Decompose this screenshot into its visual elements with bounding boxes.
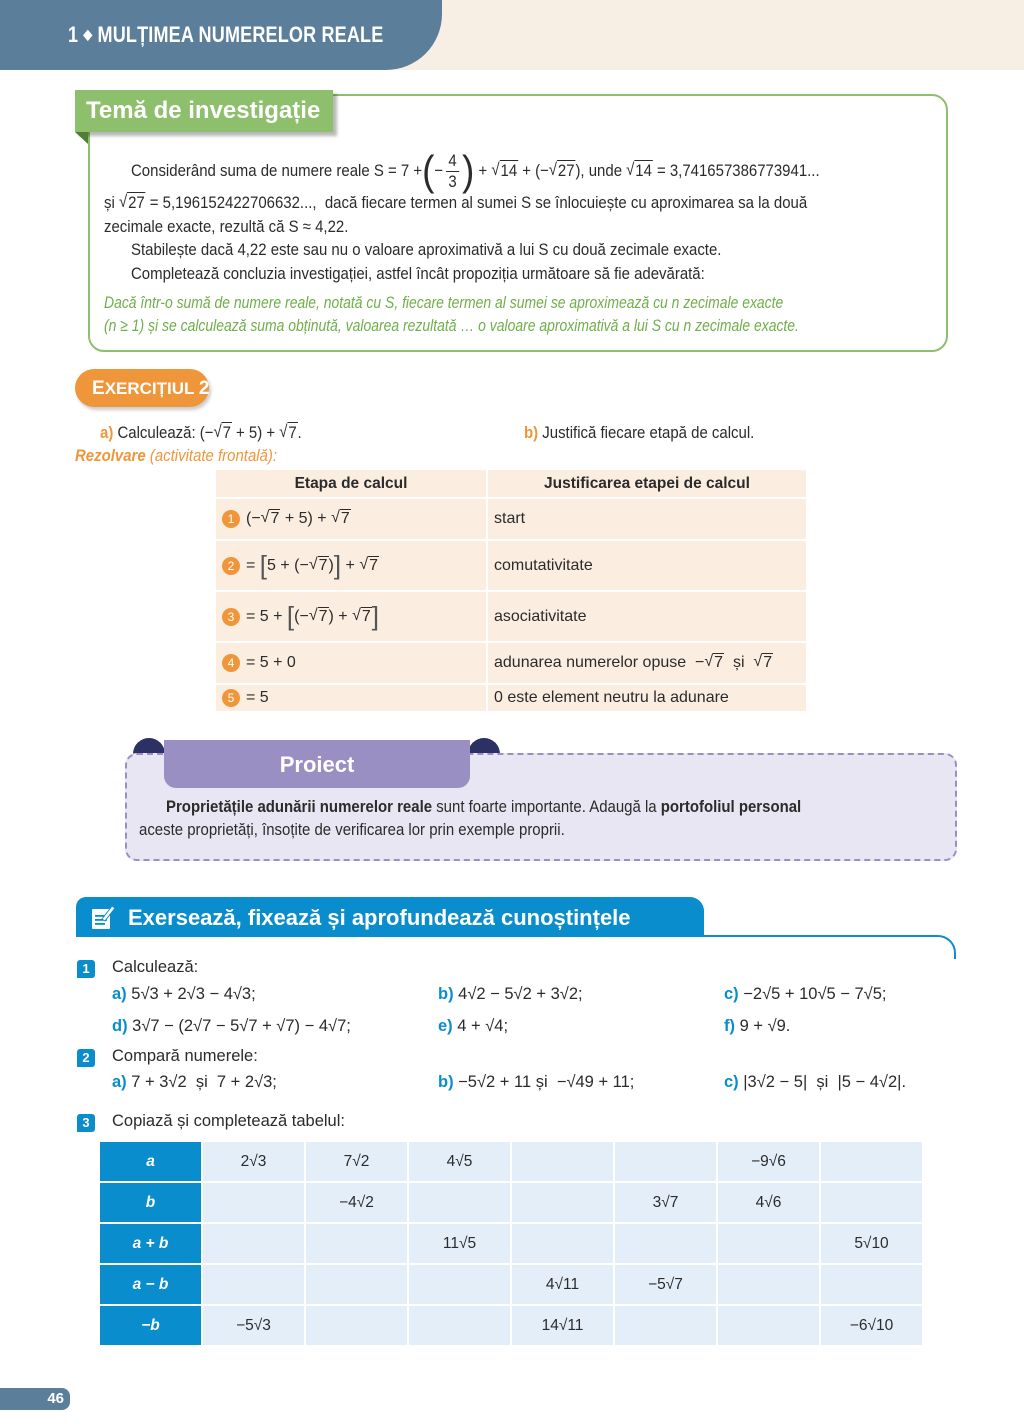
exercise-item — [438, 1017, 508, 1036]
row-header: a + b — [100, 1224, 201, 1263]
text: + 5) + — [280, 510, 332, 527]
table-cell: 14√11 — [512, 1306, 613, 1345]
item-label: b) — [438, 1073, 454, 1091]
table-cell: 7√2 — [306, 1142, 407, 1181]
radicand: 7 — [222, 423, 231, 442]
justification-cell — [488, 643, 806, 683]
table-cell — [306, 1306, 407, 1345]
exercise-prompt: Calculează: — [112, 958, 199, 976]
radicand: 7 — [340, 510, 350, 527]
radicand: 7 — [318, 556, 328, 574]
step-cell — [216, 643, 486, 683]
text: = 5 — [246, 689, 269, 706]
diamond-icon: ◆ — [83, 26, 93, 42]
table-row — [216, 541, 808, 592]
table-cell — [306, 1265, 407, 1304]
investigation-line-1 — [131, 147, 820, 194]
sqrt — [214, 423, 232, 443]
table-cell: 4√6 — [718, 1183, 819, 1222]
exercise-badge-label — [92, 378, 209, 400]
table-cell — [615, 1224, 716, 1263]
text: ) + — [328, 607, 353, 625]
item-expression: 3√7 − (2√7 − 5√7 + √7) − 4√7; — [132, 1017, 351, 1035]
step-number: 3 — [222, 608, 240, 626]
investigation-line-3: zecimale exacte, rezultă că S ≈ 4,22. — [104, 217, 349, 236]
item-label: d) — [112, 1017, 128, 1035]
project-text-line-1 — [166, 797, 801, 817]
table-cell: 2√3 — [203, 1142, 304, 1181]
solution-label — [75, 446, 277, 466]
table-row — [216, 685, 808, 713]
chapter-title — [68, 22, 383, 48]
radicand: 27 — [128, 193, 145, 212]
exercise2-part-b — [524, 423, 754, 443]
table-row — [216, 592, 808, 643]
investigation-line-5: Completează concluzia investigației, astfel încât propoziția următoare să fie adevărată: — [131, 264, 705, 283]
step-cell — [216, 685, 486, 711]
notepad-pen-icon — [90, 903, 116, 931]
text: (− — [294, 607, 309, 625]
text: Justifică fiecare etapă de calcul. — [538, 423, 755, 442]
text: + — [474, 161, 492, 180]
table-row — [100, 1142, 924, 1183]
radicand: 7 — [714, 654, 724, 671]
text: = 5,196152422706632..., dacă fiecare termen al sumei S se înlocuiește cu aproximarea sa la două — [145, 193, 808, 212]
text: + 5) + — [231, 423, 280, 442]
table-row — [100, 1224, 924, 1265]
table-cell — [615, 1306, 716, 1345]
fraction-denominator: 3 — [448, 171, 457, 191]
text: = 3,741657386773941... — [652, 161, 820, 180]
table-cell: 3√7 — [615, 1183, 716, 1222]
table-cell — [203, 1183, 304, 1222]
page-number: 46 — [47, 1390, 64, 1407]
sqrt — [331, 510, 351, 528]
table-cell: 4√11 — [512, 1265, 613, 1304]
step-number: 1 — [222, 510, 240, 528]
exercise-item — [112, 1017, 351, 1036]
step-cell — [216, 541, 486, 590]
sqrt — [279, 423, 297, 443]
step-number: 2 — [222, 557, 240, 575]
text: adunarea numerelor opuse − — [494, 654, 705, 671]
radicand: 7 — [270, 510, 280, 527]
radicand: 7 — [763, 654, 773, 671]
text: ), unde — [575, 161, 627, 180]
badge-number: 2 — [198, 378, 210, 399]
text: = 5 + — [246, 607, 287, 625]
exercise-number: 1 — [77, 960, 95, 978]
justification-cell: start — [488, 499, 806, 539]
table-cell — [718, 1306, 819, 1345]
badge-rest: XERCIȚIUL — [104, 379, 195, 398]
investigation-conclusion-2: (n ≥ 1) și se calculează suma obținută, valoarea rezultată … o valoare aproximativă a lui S cu n zecimale exacte. — [104, 316, 799, 335]
table-cell — [615, 1142, 716, 1181]
item-expression: 4√2 − 5√2 + 3√2; — [458, 985, 583, 1003]
item-label: e) — [438, 1017, 453, 1035]
text: Considerând suma de numere reale S = 7 + — [131, 161, 423, 180]
bracket-close: ] — [371, 601, 380, 631]
chapter-number: 1 — [68, 22, 79, 47]
table-row — [216, 643, 808, 685]
justification-cell: comutativitate — [488, 541, 806, 590]
exercise-item — [438, 1073, 634, 1092]
text: și — [104, 193, 119, 212]
sqrt — [704, 654, 724, 672]
item-label: c) — [724, 985, 739, 1003]
exercise2-part-a — [100, 423, 302, 443]
paren-close: ) — [462, 147, 475, 194]
solution-title: Rezolvare — [75, 446, 146, 465]
item-label: f) — [724, 1017, 735, 1035]
exercise-item — [112, 985, 256, 1004]
table-cell — [203, 1265, 304, 1304]
radicand: 7 — [361, 607, 371, 625]
step-number: 5 — [222, 689, 240, 707]
sqrt — [119, 193, 146, 213]
table-cell — [718, 1265, 819, 1304]
table-cell — [821, 1265, 922, 1304]
table-row — [100, 1183, 924, 1224]
sqrt — [753, 654, 773, 672]
radicand: 14 — [500, 161, 518, 180]
investigation-conclusion-1: Dacă într-o sumă de numere reale, notată cu S, fiecare termen al sumei se aproximează cu n zecimale exacte — [104, 293, 784, 312]
sqrt — [626, 161, 653, 181]
item-label: a) — [112, 1073, 127, 1091]
project-title: Proiect — [279, 752, 355, 777]
table-cell — [718, 1224, 819, 1263]
step-number: 4 — [222, 654, 240, 672]
table-row — [100, 1265, 924, 1306]
section-title: Exersează, fixează și aprofundează cunoștințele — [128, 905, 631, 930]
exercise-item — [438, 985, 583, 1004]
step-cell — [216, 592, 486, 641]
table-cell — [306, 1224, 407, 1263]
badge-first-letter: E — [92, 378, 105, 399]
table-cell: 4√5 — [409, 1142, 510, 1181]
text: (− — [246, 510, 261, 527]
sqrt — [491, 161, 518, 181]
exercise-item — [724, 1073, 906, 1092]
fraction-sign: − — [434, 161, 444, 180]
item-label: a) — [112, 985, 127, 1003]
table-row — [216, 499, 808, 541]
justification-cell: asociativitate — [488, 592, 806, 641]
item-expression: −2√5 + 10√5 − 7√5; — [743, 985, 887, 1003]
text: și — [724, 654, 754, 671]
table-cell — [409, 1265, 510, 1304]
completion-table — [100, 1142, 924, 1347]
item-expression: 7 + 3√2 și 7 + 2√3; — [131, 1073, 277, 1091]
text: . — [297, 423, 302, 442]
exercise-prompt: Copiază și completează tabelul: — [112, 1112, 345, 1130]
exercise-item — [724, 985, 887, 1004]
sqrt — [352, 608, 372, 626]
plus-sign: + — [341, 556, 360, 574]
calculation-table — [216, 470, 808, 713]
sqrt — [549, 161, 576, 181]
item-expression: |3√2 − 5| și |5 − 4√2|. — [743, 1073, 907, 1091]
bold-text: Proprietățile adunării numerelor reale — [166, 797, 433, 816]
investigation-line-2 — [104, 193, 807, 213]
fraction-numerator: 4 — [446, 151, 460, 172]
table-row — [100, 1306, 924, 1347]
paren-close: ) — [328, 556, 334, 574]
bracket-open: [ — [286, 601, 295, 631]
table-cell — [821, 1142, 922, 1181]
radicand: 14 — [635, 161, 652, 180]
text: + (− — [518, 161, 549, 180]
exercise-number: 2 — [77, 1049, 95, 1067]
exercise-item — [724, 1017, 790, 1036]
item-label: b) — [438, 985, 454, 1003]
part-label: b) — [524, 423, 539, 442]
table-cell — [409, 1306, 510, 1345]
table-cell — [512, 1142, 613, 1181]
radicand: 7 — [318, 607, 328, 625]
table-cell — [203, 1224, 304, 1263]
fraction — [446, 151, 460, 191]
table-cell — [512, 1224, 613, 1263]
radicand: 7 — [369, 556, 379, 574]
table-cell — [409, 1183, 510, 1222]
exercise-item — [112, 1073, 277, 1092]
part-label: a) — [100, 423, 114, 442]
table-header: Justificarea etapei de calcul — [488, 470, 806, 497]
table-cell: 11√5 — [409, 1224, 510, 1263]
bracket-open: [ — [259, 550, 268, 580]
table-cell: −5√3 — [203, 1306, 304, 1345]
sqrt — [309, 557, 329, 575]
sqrt — [359, 557, 379, 575]
bold-text: portofoliul personal — [660, 797, 802, 816]
table-cell: 5√10 — [821, 1224, 922, 1263]
item-label: c) — [724, 1073, 739, 1091]
table-cell: −4√2 — [306, 1183, 407, 1222]
item-expression: 5√3 + 2√3 − 4√3; — [131, 985, 256, 1003]
radicand: 7 — [288, 423, 297, 442]
item-expression: 4 + √4; — [457, 1017, 509, 1035]
table-cell: −6√10 — [821, 1306, 922, 1345]
row-header: a — [100, 1142, 201, 1181]
text: 5 + (− — [267, 556, 309, 574]
item-expression: 9 + √9. — [739, 1017, 791, 1035]
sqrt — [261, 510, 281, 528]
section-underline — [76, 935, 956, 959]
bracket-close: ] — [333, 550, 342, 580]
table-cell — [512, 1183, 613, 1222]
table-header: Etapa de calcul — [216, 470, 486, 497]
radicand: 27 — [557, 161, 575, 180]
text: Calculează: (− — [113, 423, 214, 442]
table-header-row — [216, 470, 808, 499]
solution-note: (activitate frontală): — [145, 446, 278, 465]
investigation-line-4: Stabilește dacă 4,22 este sau nu o valoare aproximativă a lui S cu două zecimale exacte. — [131, 240, 722, 259]
investigation-tab-fold — [75, 132, 88, 144]
investigation-title: Temă de investigație — [86, 97, 321, 124]
text: = — [246, 556, 260, 574]
row-header: a − b — [100, 1265, 201, 1304]
text: = 5 + 0 — [246, 654, 296, 671]
chapter-name: MULȚIMEA NUMERELOR REALE — [97, 22, 384, 47]
text: sunt foarte importante. Adaugă la — [432, 797, 661, 816]
justification-cell: 0 este element neutru la adunare — [488, 685, 806, 711]
exercise-number: 3 — [77, 1114, 95, 1132]
exercise-prompt: Compară numerele: — [112, 1047, 258, 1065]
item-expression: −5√2 + 11 și −√49 + 11; — [458, 1073, 635, 1091]
table-cell — [821, 1183, 922, 1222]
paren-open: ( — [422, 147, 435, 194]
project-text-line-2: aceste proprietăți, însoțite de verificarea lor prin exemple proprii. — [139, 820, 565, 839]
table-cell: −5√7 — [615, 1265, 716, 1304]
step-cell — [216, 499, 486, 539]
sqrt — [309, 608, 329, 626]
row-header: −b — [100, 1306, 201, 1345]
table-cell: −9√6 — [718, 1142, 819, 1181]
row-header: b — [100, 1183, 201, 1222]
